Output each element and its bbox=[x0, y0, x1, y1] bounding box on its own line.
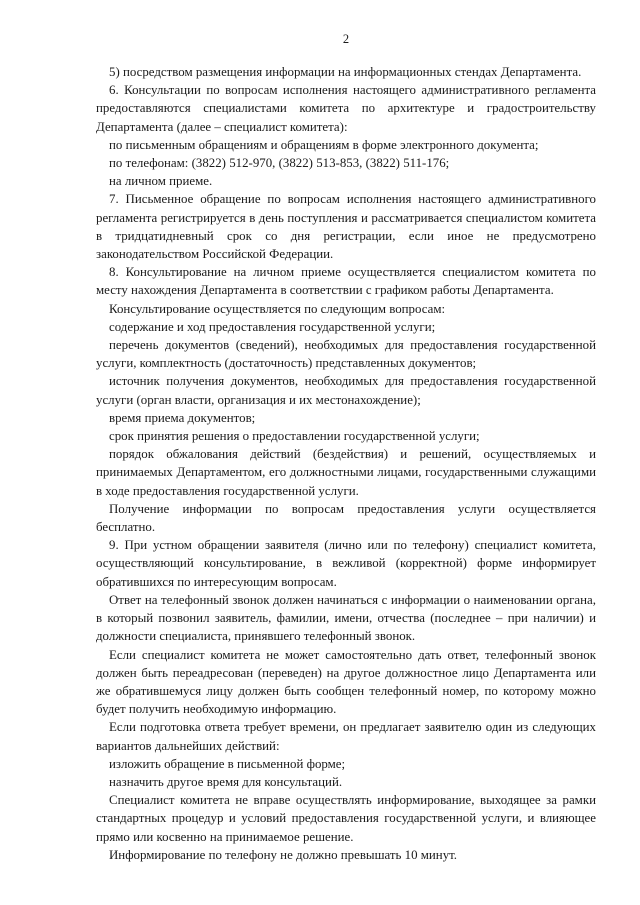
paragraph: на личном приеме. bbox=[109, 174, 213, 189]
paragraph: 6. Консультации по вопросам исполнения настоящего административного регламента предоставляются специалистами комитета по архитектуре и градостроительству Департамента (далее – специалист комитета): bbox=[96, 83, 596, 134]
paragraph: Если подготовка ответа требует времени, он предлагает заявителю один из следующих вариантов дальнейших действий: bbox=[96, 720, 596, 753]
paragraph: Консультирование осуществляется по следующим вопросам: bbox=[109, 301, 446, 316]
paragraph: Специалист комитета не вправе осуществлять информирование, выходящее за рамки стандартных процедур и условий предоставления государственной услуги, и влияющее прямо или косвенно на принимаемое решение. bbox=[96, 793, 596, 844]
paragraph: 8. Консультирование на личном приеме осуществляется специалистом комитета по месту нахождения Департамента в соответствии с графиком работы Департамента. bbox=[96, 265, 596, 298]
paragraph: Ответ на телефонный звонок должен начинаться с информации о наименовании органа, в который позвонил заявитель, фамилии, имени, отчества (последнее – при наличии) и должности специалиста, принявшего телефонный звонок. bbox=[96, 592, 596, 644]
paragraph: перечень документов (сведений), необходимых для предоставления государственной услуги, комплектность (достаточность) представленных документов; bbox=[96, 338, 596, 371]
paragraph: Получение информации по вопросам предоставления услуги осуществляется бесплатно. bbox=[96, 501, 596, 535]
paragraph: Если специалист комитета не может самостоятельно дать ответ, телефонный звонок должен быть переадресован (переведен) на другое должностное лицо Департамента или же обратившемуся лицу должен быть сообщен телефонный номер, по которому можно будет получить необходимую информацию. bbox=[96, 647, 596, 717]
paragraph: содержание и ход предоставления государственной услуги; bbox=[109, 319, 436, 334]
document-body bbox=[96, 63, 596, 864]
paragraph: по телефонам: (3822) 512-970, (3822) 513-853, (3822) 511-176; bbox=[109, 156, 450, 171]
paragraph: назначить другое время для консультаций. bbox=[109, 774, 343, 789]
paragraph: по письменным обращениям и обращениям в форме электронного документа; bbox=[109, 137, 539, 152]
paragraph: Информирование по телефону не должно превышать 10 минут. bbox=[109, 847, 458, 862]
paragraph: время приема документов; bbox=[109, 410, 256, 425]
paragraph: 7. Письменное обращение по вопросам исполнения настоящего административного регламента регистрируется в день поступления и рассматривается специалистом комитета в тридцатидневный срок со дня регистрации, если иное не предусмотрено законодательством Российской Федерации. bbox=[96, 192, 596, 262]
paragraph: срок принятия решения о предоставлении государственной услуги; bbox=[109, 429, 480, 444]
paragraph: изложить обращение в письменной форме; bbox=[109, 756, 346, 771]
paragraph: порядок обжалования действий (бездействия) и решений, осуществляемых и принимаемых Департаментом, его должностными лицами, государственными служащими в ходе предоставления государственной услуги. bbox=[96, 447, 596, 498]
paragraph: 9. При устном обращении заявителя (лично или по телефону) специалист комитета, осуществляющий консультирование, в вежливой (корректной) форме информирует обратившихся по интересующим вопросам. bbox=[96, 538, 596, 589]
paragraph: источник получения документов, необходимых для предоставления государственной услуги (орган власти, организация и их местонахождение); bbox=[96, 374, 596, 407]
page-number: 2 bbox=[342, 32, 350, 46]
paragraph: 5) посредством размещения информации на информационных стендах Департамента. bbox=[109, 65, 582, 79]
